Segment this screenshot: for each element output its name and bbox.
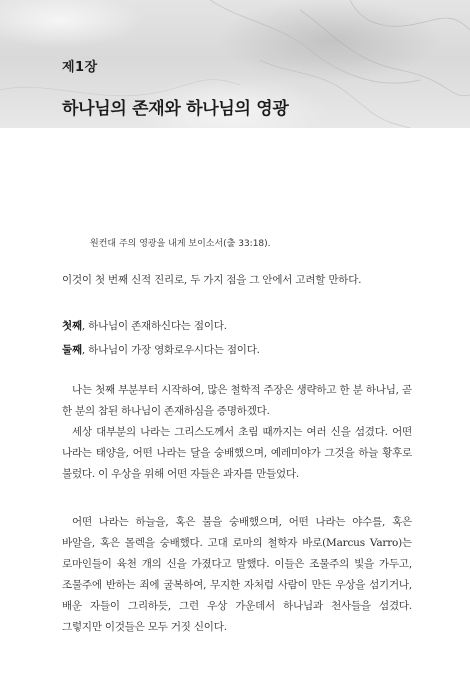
chapter-number: 제1장 (62, 60, 98, 75)
chapter-title: 하나님의 존재와 하나님의 영광 (62, 99, 289, 119)
chapter-header-banner (0, 0, 470, 128)
point-first (62, 316, 412, 337)
intro-paragraph: 이것이 첫 번째 신적 진리로, 두 가지 점을 그 안에서 고려할 만하다. (62, 274, 362, 286)
body-paragraph: 어떤 나라는 하늘을, 혹은 불을 숭배했으며, 어떤 나라는 야수를, 혹은 바알을, 혹은 몰렉을 숭배했다. 고대 로마의 철학자 바로(Marcus Varro)는 로마인들이 육천 개의 신을 가졌다고 말했다. 이들은 조물주의 빛을 가두고, 조물주에 반하는 죄에 굴복하여, 무지한 자처럼 사람이 만든 우상을 섬기거나, 배운 자들이 그리하듯, 그런 우상 가운데서 하나님과 천사들을 섬겼다. 그렇지만 이것들은 모두 거짓 신이다. (62, 516, 412, 633)
point-lead: 첫째 (62, 320, 82, 332)
point-text: , 하나님이 존재하신다는 점이다. (81, 320, 227, 332)
epigraph-verse: 원컨대 주의 영광을 내게 보이소서(출 33:18). (90, 239, 271, 249)
body-paragraph: 세상 대부분의 나라는 그리스도께서 초림 때까지는 여러 신을 섬겼다. 어떤 나라는 태양을, 어떤 나라는 달을 숭배했으며, 예레미야가 그것을 하늘 황후로 불렀다. 이 우상을 위해 어떤 자들은 과자를 만들었다. (62, 426, 412, 480)
point-lead: 둘째 (62, 344, 82, 356)
point-text: , 하나님이 가장 영화로우시다는 점이다. (81, 344, 260, 356)
point-second (62, 340, 412, 361)
body-paragraph: 나는 첫째 부분부터 시작하여, 많은 철학적 주장은 생략하고 한 분 하나님, 곧 한 분의 참된 하나님이 존재하심을 증명하겠다. (62, 384, 412, 417)
